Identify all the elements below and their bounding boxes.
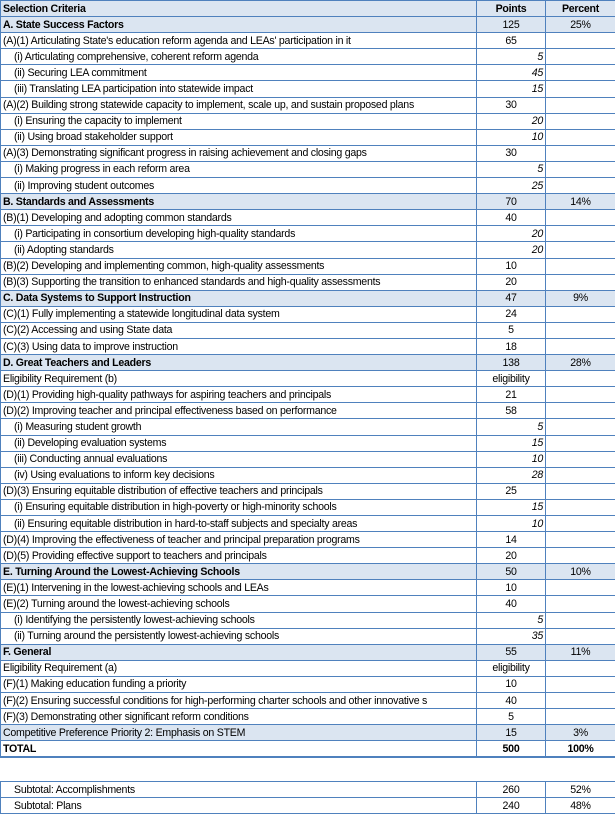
table-row: [1, 596, 615, 612]
criteria-label: Eligibility Requirement (b): [1, 371, 477, 387]
subtotals-table: [0, 781, 615, 814]
criteria-label: TOTAL: [1, 741, 477, 758]
criteria-table-body: [1, 1, 615, 758]
criteria-label: (ii) Adopting standards: [1, 242, 477, 258]
subtotals-table-body: [1, 782, 615, 814]
percent-value: [546, 178, 615, 194]
percent-value: [546, 306, 615, 322]
points-value: 40: [477, 596, 546, 612]
table-row: [1, 49, 615, 65]
points-value: 55: [477, 644, 546, 660]
criteria-label: (i) Identifying the persistently lowest-achieving schools: [1, 612, 477, 628]
criteria-label: (C)(2) Accessing and using State data: [1, 322, 477, 338]
table-row: [1, 387, 615, 403]
percent-value: 9%: [546, 290, 615, 306]
percent-value: [546, 628, 615, 644]
points-value: 15: [477, 435, 546, 451]
criteria-label: (i) Ensuring equitable distribution in high-poverty or high-minority schools: [1, 499, 477, 515]
percent-value: [546, 161, 615, 177]
subtotal-row: [1, 782, 615, 798]
points-value: 20: [477, 113, 546, 129]
subtotal-label: Subtotal: Plans: [1, 798, 477, 814]
points-value: 65: [477, 33, 546, 49]
table-row: [1, 338, 615, 354]
subtotal-points: 260: [477, 782, 546, 798]
points-value: 45: [477, 65, 546, 81]
criteria-label: (ii) Turning around the persistently lowest-achieving schools: [1, 628, 477, 644]
criteria-label: (i) Ensuring the capacity to implement: [1, 113, 477, 129]
percent-value: [546, 499, 615, 515]
table-row: [1, 499, 615, 515]
table-row: [1, 242, 615, 258]
criteria-label: (D)(3) Ensuring equitable distribution of effective teachers and principals: [1, 483, 477, 499]
points-value: 5: [477, 612, 546, 628]
points-value: eligibility: [477, 660, 546, 676]
percent-value: [546, 113, 615, 129]
percent-value: [546, 435, 615, 451]
criteria-label: (B)(2) Developing and implementing common, high-quality assessments: [1, 258, 477, 274]
points-value: 5: [477, 322, 546, 338]
criteria-label: F. General: [1, 644, 477, 660]
subtotal-percent: 48%: [546, 798, 615, 814]
criteria-label: (ii) Improving student outcomes: [1, 178, 477, 194]
points-value: 15: [477, 725, 546, 741]
percent-value: [546, 226, 615, 242]
points-value: 500: [477, 741, 546, 758]
criteria-label: (D)(1) Providing high-quality pathways for aspiring teachers and principals: [1, 387, 477, 403]
points-value: 10: [477, 258, 546, 274]
criteria-label: (iii) Translating LEA participation into statewide impact: [1, 81, 477, 97]
points-value: 10: [477, 676, 546, 692]
criteria-label: (iii) Conducting annual evaluations: [1, 451, 477, 467]
criteria-label: (ii) Using broad stakeholder support: [1, 129, 477, 145]
criteria-label: (ii) Ensuring equitable distribution in hard-to-staff subjects and specialty areas: [1, 516, 477, 532]
criteria-label: Competitive Preference Priority 2: Emphasis on STEM: [1, 725, 477, 741]
points-value: 15: [477, 499, 546, 515]
percent-value: [546, 322, 615, 338]
percent-value: [546, 49, 615, 65]
percent-value: [546, 693, 615, 709]
points-value: 20: [477, 242, 546, 258]
table-row: [1, 612, 615, 628]
table-row: [1, 628, 615, 644]
percent-column-header: Percent: [546, 1, 615, 17]
points-value: eligibility: [477, 371, 546, 387]
percent-value: [546, 403, 615, 419]
subtotal-row: [1, 798, 615, 814]
section-row: [1, 564, 615, 580]
points-value: 14: [477, 532, 546, 548]
percent-value: [546, 676, 615, 692]
percent-value: 3%: [546, 725, 615, 741]
table-row: [1, 129, 615, 145]
percent-value: [546, 387, 615, 403]
percent-value: [546, 338, 615, 354]
table-row: [1, 113, 615, 129]
percent-value: 11%: [546, 644, 615, 660]
percent-value: [546, 709, 615, 725]
subtotal-points: 240: [477, 798, 546, 814]
table-row: [1, 210, 615, 226]
table-row: [1, 65, 615, 81]
table-row: [1, 274, 615, 290]
table-row: [1, 178, 615, 194]
table-row: [1, 676, 615, 692]
points-value: 10: [477, 129, 546, 145]
table-row: [1, 548, 615, 564]
percent-value: [546, 580, 615, 596]
criteria-column-header: Selection Criteria: [1, 1, 477, 17]
points-value: 35: [477, 628, 546, 644]
criteria-label: (B)(1) Developing and adopting common standards: [1, 210, 477, 226]
table-row: [1, 371, 615, 387]
criteria-label: B. Standards and Assessments: [1, 194, 477, 210]
points-value: 70: [477, 194, 546, 210]
criteria-label: (A)(3) Demonstrating significant progress in raising achievement and closing gaps: [1, 145, 477, 161]
points-value: 5: [477, 161, 546, 177]
percent-value: 28%: [546, 355, 615, 371]
percent-value: [546, 145, 615, 161]
section-row: [1, 17, 615, 33]
criteria-label: (E)(2) Turning around the lowest-achieving schools: [1, 596, 477, 612]
total-row: [1, 741, 615, 758]
percent-value: [546, 274, 615, 290]
percent-value: 10%: [546, 564, 615, 580]
points-value: 50: [477, 564, 546, 580]
criteria-label: (C)(3) Using data to improve instruction: [1, 338, 477, 354]
percent-value: 25%: [546, 17, 615, 33]
table-row: [1, 532, 615, 548]
table-row: [1, 306, 615, 322]
percent-value: [546, 516, 615, 532]
table-row: [1, 435, 615, 451]
points-value: 20: [477, 226, 546, 242]
points-value: 15: [477, 81, 546, 97]
table-row: [1, 483, 615, 499]
points-value: 138: [477, 355, 546, 371]
points-value: 5: [477, 709, 546, 725]
percent-value: [546, 467, 615, 483]
table-row: [1, 725, 615, 741]
table-row: [1, 660, 615, 676]
points-value: 10: [477, 451, 546, 467]
percent-value: 100%: [546, 741, 615, 758]
table-row: [1, 467, 615, 483]
points-value: 47: [477, 290, 546, 306]
points-value: 28: [477, 467, 546, 483]
table-row: [1, 580, 615, 596]
criteria-label: (F)(3) Demonstrating other significant reform conditions: [1, 709, 477, 725]
percent-value: [546, 371, 615, 387]
table-row: [1, 693, 615, 709]
points-column-header: Points: [477, 1, 546, 17]
criteria-label: E. Turning Around the Lowest-Achieving Schools: [1, 564, 477, 580]
criteria-label: (D)(4) Improving the effectiveness of teacher and principal preparation programs: [1, 532, 477, 548]
subtotal-percent: 52%: [546, 782, 615, 798]
table-row: [1, 145, 615, 161]
criteria-label: D. Great Teachers and Leaders: [1, 355, 477, 371]
criteria-label: Eligibility Requirement (a): [1, 660, 477, 676]
points-value: 20: [477, 548, 546, 564]
percent-value: [546, 532, 615, 548]
percent-value: [546, 548, 615, 564]
criteria-label: (B)(3) Supporting the transition to enhanced standards and high-quality assessments: [1, 274, 477, 290]
percent-value: [546, 65, 615, 81]
table-row: [1, 322, 615, 338]
criteria-label: (i) Measuring student growth: [1, 419, 477, 435]
percent-value: [546, 258, 615, 274]
table-row: [1, 97, 615, 113]
criteria-label: (A)(1) Articulating State's education reform agenda and LEAs' participation in it: [1, 33, 477, 49]
table-row: [1, 226, 615, 242]
points-value: 10: [477, 516, 546, 532]
percent-value: [546, 210, 615, 226]
criteria-label: (A)(2) Building strong statewide capacity to implement, scale up, and sustain proposed plans: [1, 97, 477, 113]
percent-value: [546, 33, 615, 49]
criteria-label: (i) Participating in consortium developing high-quality standards: [1, 226, 477, 242]
percent-value: [546, 660, 615, 676]
points-value: 58: [477, 403, 546, 419]
percent-value: [546, 596, 615, 612]
points-value: 30: [477, 145, 546, 161]
table-row: [1, 516, 615, 532]
points-value: 20: [477, 274, 546, 290]
points-value: 25: [477, 483, 546, 499]
percent-value: [546, 97, 615, 113]
table-row: [1, 419, 615, 435]
percent-value: [546, 483, 615, 499]
table-row: [1, 403, 615, 419]
table-row: [1, 258, 615, 274]
percent-value: 14%: [546, 194, 615, 210]
percent-value: [546, 81, 615, 97]
percent-value: [546, 612, 615, 628]
points-value: 5: [477, 49, 546, 65]
criteria-label: (D)(2) Improving teacher and principal effectiveness based on performance: [1, 403, 477, 419]
section-row: [1, 194, 615, 210]
criteria-label: (i) Articulating comprehensive, coherent reform agenda: [1, 49, 477, 65]
criteria-label: C. Data Systems to Support Instruction: [1, 290, 477, 306]
criteria-label: (ii) Developing evaluation systems: [1, 435, 477, 451]
percent-value: [546, 451, 615, 467]
criteria-label: (F)(2) Ensuring successful conditions for high-performing charter schools and other innovative s: [1, 693, 477, 709]
points-value: 10: [477, 580, 546, 596]
criteria-label: (C)(1) Fully implementing a statewide longitudinal data system: [1, 306, 477, 322]
criteria-label: (D)(5) Providing effective support to teachers and principals: [1, 548, 477, 564]
percent-value: [546, 419, 615, 435]
points-value: 40: [477, 210, 546, 226]
table-row: [1, 161, 615, 177]
points-value: 25: [477, 178, 546, 194]
section-row: [1, 355, 615, 371]
criteria-label: (ii) Securing LEA commitment: [1, 65, 477, 81]
table-row: [1, 33, 615, 49]
subtotal-label: Subtotal: Accomplishments: [1, 782, 477, 798]
table-header-row: [1, 1, 615, 17]
criteria-label: (E)(1) Intervening in the lowest-achieving schools and LEAs: [1, 580, 477, 596]
percent-value: [546, 129, 615, 145]
percent-value: [546, 242, 615, 258]
points-value: 24: [477, 306, 546, 322]
points-value: 40: [477, 693, 546, 709]
points-value: 21: [477, 387, 546, 403]
criteria-label: (i) Making progress in each reform area: [1, 161, 477, 177]
section-row: [1, 290, 615, 306]
points-value: 30: [477, 97, 546, 113]
table-row: [1, 81, 615, 97]
criteria-label: (iv) Using evaluations to inform key decisions: [1, 467, 477, 483]
criteria-label: (F)(1) Making education funding a priority: [1, 676, 477, 692]
points-value: 125: [477, 17, 546, 33]
criteria-label: A. State Success Factors: [1, 17, 477, 33]
table-row: [1, 451, 615, 467]
table-row: [1, 709, 615, 725]
points-value: 18: [477, 338, 546, 354]
section-row: [1, 644, 615, 660]
points-value: 5: [477, 419, 546, 435]
